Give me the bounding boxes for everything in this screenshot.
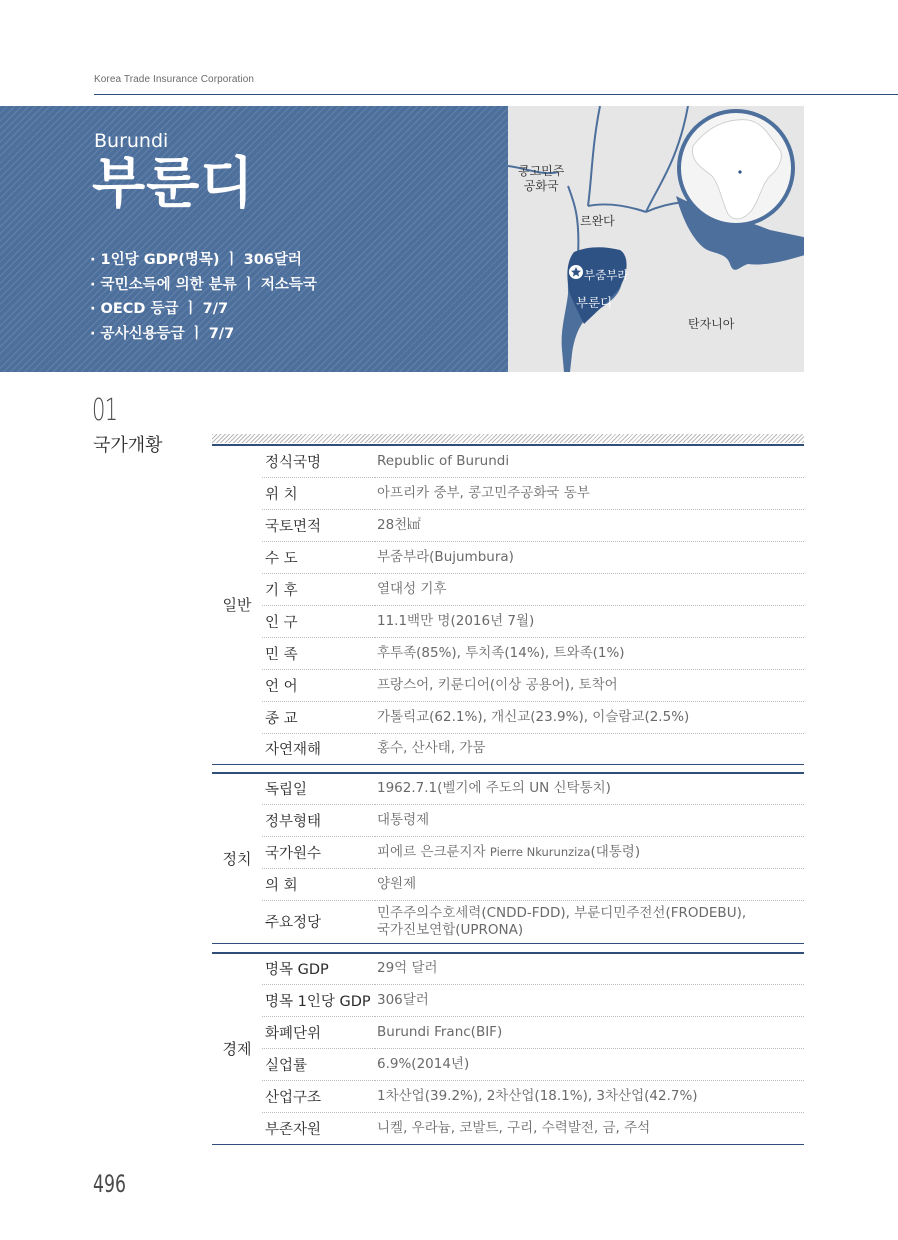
fact-gdp-per-capita: · 1인당 GDP(명목) ㅣ 306달러 — [90, 252, 302, 268]
row-label: 정식국명 — [262, 445, 375, 477]
table-row — [212, 1112, 804, 1144]
table-row — [212, 984, 804, 1016]
row-label: 화폐단위 — [262, 1016, 375, 1048]
table-row — [212, 868, 804, 900]
section-hatch-bar — [212, 434, 804, 443]
row-label: 실업률 — [262, 1048, 375, 1080]
row-label: 수 도 — [262, 541, 375, 573]
table-row — [212, 541, 804, 573]
row-value: 가톨릭교(62.1%), 개신교(23.9%), 이슬람교(2.5%) — [375, 701, 804, 733]
row-value: 11.1백만 명(2016년 7월) — [375, 605, 804, 637]
row-label: 의 회 — [262, 868, 375, 900]
section-number: 01 — [92, 393, 118, 428]
map-label-drc: 콩고민주 공화국 — [518, 164, 565, 193]
row-label: 위 치 — [262, 477, 375, 509]
table-row — [212, 804, 804, 836]
row-label: 주요정당 — [262, 900, 375, 943]
row-value: 1차산업(39.2%), 2차산업(18.1%), 3차산업(42.7%) — [375, 1080, 804, 1112]
row-value: 프랑스어, 키룬디어(이상 공용어), 토착어 — [375, 669, 804, 701]
row-label: 독립일 — [262, 773, 375, 804]
country-overview-table — [212, 444, 804, 1145]
row-value: 28천㎢ — [375, 509, 804, 541]
table-row — [212, 1080, 804, 1112]
row-value: 양원제 — [375, 868, 804, 900]
row-label: 자연재해 — [262, 733, 375, 764]
table-row — [212, 900, 804, 943]
row-label: 국토면적 — [262, 509, 375, 541]
map-label-rwanda: 르완다 — [580, 214, 615, 228]
row-value: Republic of Burundi — [375, 445, 804, 477]
row-label: 종 교 — [262, 701, 375, 733]
map-label-tanzania: 탄자니아 — [688, 317, 735, 331]
row-value: 6.9%(2014년) — [375, 1048, 804, 1080]
row-value: 후투족(85%), 투치족(14%), 트와족(1%) — [375, 637, 804, 669]
row-label: 정부형태 — [262, 804, 375, 836]
table-row — [212, 573, 804, 605]
map-label-burundi: 부룬디 — [576, 295, 613, 310]
map-graphic — [508, 106, 804, 372]
row-value: 피에르 은크룬지자 Pierre Nkurunziza(대통령) — [375, 836, 804, 868]
fact-income-class: · 국민소득에 의한 분류 ㅣ 저소득국 — [90, 276, 317, 293]
row-value: 홍수, 산사태, 가뭄 — [375, 733, 804, 764]
page-number: 496 — [93, 1170, 126, 1198]
table-row — [212, 445, 804, 477]
table-row — [212, 733, 804, 764]
map-label-capital: 부줌부라 — [584, 268, 629, 282]
row-label: 인 구 — [262, 605, 375, 637]
fact-ksure-grade: · 공사신용등급 ㅣ 7/7 — [90, 325, 235, 342]
key-facts-list — [90, 248, 317, 346]
row-label: 명목 1인당 GDP — [262, 984, 375, 1016]
row-value: Burundi Franc(BIF) — [375, 1016, 804, 1048]
row-value: 부줌부라(Bujumbura) — [375, 541, 804, 573]
row-value: 니켈, 우라늄, 코발트, 구리, 수력발전, 금, 주석 — [375, 1112, 804, 1144]
row-value: 1962.7.1(벨기에 주도의 UN 신탁통치) — [375, 773, 804, 804]
table-row — [212, 1048, 804, 1080]
fact-oecd-grade: · OECD 등급 ㅣ 7/7 — [90, 301, 229, 317]
table-row — [212, 477, 804, 509]
header-rule — [94, 94, 898, 95]
country-name-korean: 부룬디 — [92, 151, 255, 215]
location-map — [508, 106, 804, 372]
table-row — [212, 669, 804, 701]
table-row — [212, 1016, 804, 1048]
table-row — [212, 605, 804, 637]
row-label: 국가원수 — [262, 836, 375, 868]
row-label: 민 족 — [262, 637, 375, 669]
table-row — [212, 509, 804, 541]
group-general: 일반 — [212, 445, 262, 764]
row-label: 언 어 — [262, 669, 375, 701]
row-value: 306달러 — [375, 984, 804, 1016]
row-value: 민주주의수호세력(CNDD-FDD), 부룬디민주전선(FRODEBU), 국가진보연합(UPRONA) — [375, 900, 804, 943]
row-label: 부존자원 — [262, 1112, 375, 1144]
table-row — [212, 836, 804, 868]
section-title: 국가개황 — [93, 435, 163, 456]
row-label: 명목 GDP — [262, 953, 375, 984]
group-economy: 경제 — [212, 953, 262, 1144]
group-politics: 정치 — [212, 773, 262, 943]
row-label: 산업구조 — [262, 1080, 375, 1112]
row-value: 29억 달러 — [375, 953, 804, 984]
row-value: 대통령제 — [375, 804, 804, 836]
row-value: 열대성 기후 — [375, 573, 804, 605]
table-row — [212, 701, 804, 733]
table-row — [212, 953, 804, 984]
running-head: Korea Trade Insurance Corporation — [94, 74, 255, 85]
row-label: 기 후 — [262, 573, 375, 605]
row-value: 아프리카 중부, 콩고민주공화국 동부 — [375, 477, 804, 509]
table-row — [212, 637, 804, 669]
country-name-english: Burundi — [94, 130, 169, 152]
table-row — [212, 773, 804, 804]
